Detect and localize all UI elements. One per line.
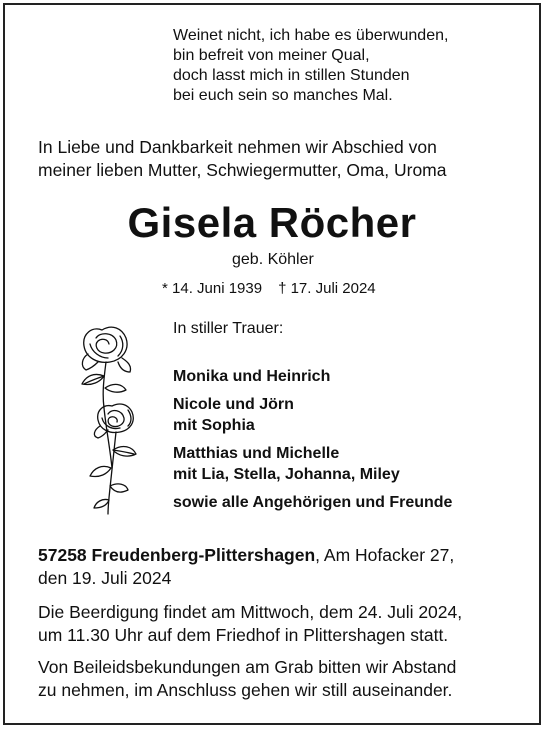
poem-line: bei euch sein so manches Mal. xyxy=(173,87,393,104)
address-city: 57258 Freudenberg-Plittershagen xyxy=(38,545,316,565)
mourner-group xyxy=(173,366,452,387)
funeral-notice xyxy=(38,601,462,647)
mourner-group xyxy=(173,394,452,436)
deceased-name: Gisela Röcher xyxy=(127,199,417,246)
mourner-name: Monika und Heinrich xyxy=(173,368,331,385)
maiden-name: geb. Köhler xyxy=(232,251,314,268)
address-street: , Am Hofacker 27, xyxy=(315,545,455,565)
intro-line: In Liebe und Dankbarkeit nehmen wir Abschied von xyxy=(38,137,437,157)
mourner-name: mit Lia, Stella, Johanna, Miley xyxy=(173,466,400,483)
birth-date: * 14. Juni 1939 xyxy=(162,280,263,297)
funeral-line: um 11.30 Uhr auf dem Friedhof in Plittershagen statt. xyxy=(38,625,449,645)
condolence-line: zu nehmen, im Anschluss gehen wir still auseinander. xyxy=(38,680,453,700)
poem-line: bin befreit von meiner Qual, xyxy=(173,47,370,64)
death-date: † 17. Juli 2024 xyxy=(278,280,376,297)
mourner-name: Nicole und Jörn xyxy=(173,396,294,413)
poem-line: doch lasst mich in stillen Stunden xyxy=(173,67,410,84)
condolence-notice xyxy=(38,656,456,702)
condolence-line: Von Beileidsbekundungen am Grab bitten wir Abstand xyxy=(38,657,457,677)
mourner-name: mit Sophia xyxy=(173,417,255,434)
address-block xyxy=(38,544,454,590)
poem xyxy=(173,26,448,106)
mourning-label: In stiller Trauer: xyxy=(173,320,284,337)
address-date: den 19. Juli 2024 xyxy=(38,568,172,588)
funeral-line: Die Beerdigung findet am Mittwoch, dem 24. Juli 2024, xyxy=(38,602,463,622)
intro-text xyxy=(38,136,447,182)
rose-icon xyxy=(62,318,158,518)
mourner-name: sowie alle Angehörigen und Freunde xyxy=(173,494,453,511)
mourners-list xyxy=(173,366,452,520)
life-dates xyxy=(162,279,376,299)
intro-line: meiner lieben Mutter, Schwiegermutter, Oma, Uroma xyxy=(38,160,447,180)
mourner-group xyxy=(173,492,452,513)
mourner-name: Matthias und Michelle xyxy=(173,445,340,462)
mourner-group xyxy=(173,443,452,485)
poem-line: Weinet nicht, ich habe es überwunden, xyxy=(173,27,449,44)
